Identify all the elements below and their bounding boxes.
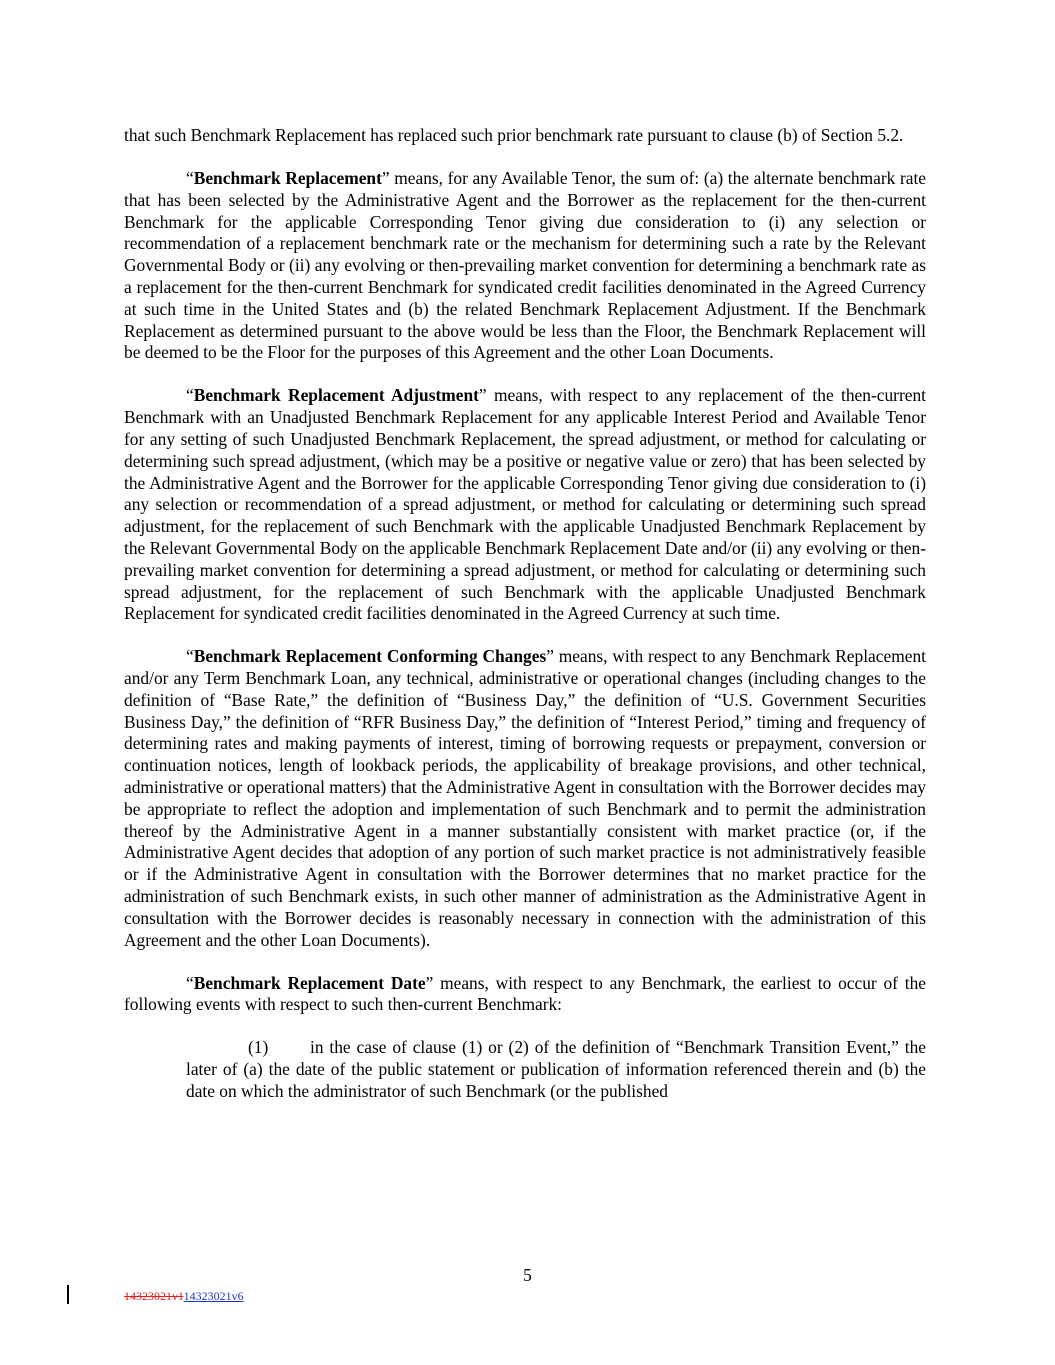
definition-benchmark-replacement-date [124, 973, 926, 1017]
definition-text: means, with respect to any replacement of the then-current Benchmark with an Unadjusted Benchmark Replacement for any applicable Interest Period and Available Tenor for any setting of such Unadjusted Benchmark Replacement, the spread adjustment, or method for calculating or determining such spread adjustment, (which may be a positive or negative value or zero) that has been selected by the Administrative Agent and the Borrower for the applicable Corresponding Tenor giving due consideration to (i) any selection or recommendation of a spread adjustment, or method for calculating or determining such spread adjustment, for the replacement of such Benchmark with the applicable Unadjusted Benchmark Replacement by the Relevant Governmental Body on the applicable Benchmark Replacement Date and/or (ii) any evolving or then-prevailing market convention for determining a spread adjustment, or method for calculating or determining such spread adjustment, for the replacement of such Benchmark with the applicable Unadjusted Benchmark Replacement for syndicated credit facilities denominated in the Agreed Currency at such time. [124, 385, 926, 624]
close-quote: ” [478, 385, 487, 406]
defined-term: Benchmark Replacement Adjustment [193, 385, 479, 406]
list-item-number: (1) [248, 1037, 269, 1058]
definition-benchmark-replacement [124, 168, 926, 364]
definition-text: means, for any Available Tenor, the sum of: (a) the alternate benchmark rate that has been selected by the Administrative Agent and the Borrower as the replacement for the then-current Benchmark for the applicable Corresponding Tenor giving due consideration to (i) any selection or recommendation of a replacement benchmark rate or the mechanism for determining such a rate by the Relevant Governmental Body or (ii) any evolving or then-prevailing market convention for determining a benchmark rate as a replacement for the then-current Benchmark for syndicated credit facilities denominated in the Agreed Currency at such time in the United States and (b) the related Benchmark Replacement Adjustment. If the Benchmark Replacement as determined pursuant to the above would be less than the Floor, the Benchmark Replacement will be deemed to be the Floor for the purposes of this Agreement and the other Loan Documents. [124, 167, 926, 363]
list-item-text: in the case of clause (1) or (2) of the definition of “Benchmark Transition Event,” the later of (a) the date of the public statement or publication of information referenced therein and (b) the date on which the administrator of such Benchmark (or the published [186, 1037, 926, 1102]
open-quote: “ [186, 167, 194, 188]
continuation-paragraph: that such Benchmark Replacement has replaced such prior benchmark rate pursuant to clause (b) of Section 5.2. [124, 125, 904, 145]
open-quote: “ [186, 646, 194, 667]
close-quote: ” [546, 646, 554, 667]
page-body [124, 125, 926, 1103]
inserted-doc-id: 14323021v6 [183, 1289, 244, 1303]
document-id [124, 1289, 244, 1304]
open-quote: “ [186, 385, 194, 406]
close-quote: ” [381, 167, 390, 188]
definition-benchmark-replacement-adjustment [124, 385, 926, 625]
definition-text: means, with respect to any Benchmark Replacement and/or any Term Benchmark Loan, any technical, administrative or operational changes (including changes to the definition of “Base Rate,” the definition of “Business Day,” the definition of “U.S. Government Securities Business Day,” the definition of “RFR Business Day,” the definition of “Interest Period,” timing and frequency of determining rates and making payments of interest, timing of borrowing requests or prepayment, conversion or continuation notices, length of lookback periods, the applicability of breakage provisions, and other technical, administrative or operational matters) that the Administrative Agent in consultation with the Borrower decides may be appropriate to reflect the adoption and implementation of such Benchmark and to permit the administration thereof by the Administrative Agent in a manner substantially consistent with market practice (or, if the Administrative Agent decides that adoption of any portion of such market practice is not administratively feasible or if the Administrative Agent in consultation with the Borrower determines that no market practice for the administration of such Benchmark exists, in such other manner of administration as the Administrative Agent in consultation with the Borrower decides is reasonably necessary in connection with the administration of this Agreement and the other Loan Documents). [124, 646, 926, 950]
open-quote: “ [186, 972, 194, 993]
revision-change-bar [67, 1285, 69, 1304]
definition-text: means, with respect to any Benchmark, the earliest to occur of the following events with respect to such then-current Benchmark: [124, 972, 926, 1015]
defined-term: Benchmark Replacement Date [193, 972, 426, 993]
definition-benchmark-replacement-conforming-changes [124, 646, 926, 951]
defined-term: Benchmark Replacement Conforming Changes [193, 646, 547, 667]
close-quote: ” [425, 972, 434, 993]
deleted-doc-id: 14323021v1 [124, 1289, 184, 1303]
page-number: 5 [523, 1265, 532, 1285]
defined-term: Benchmark Replacement [193, 167, 382, 188]
list-item-1 [186, 1037, 926, 1102]
